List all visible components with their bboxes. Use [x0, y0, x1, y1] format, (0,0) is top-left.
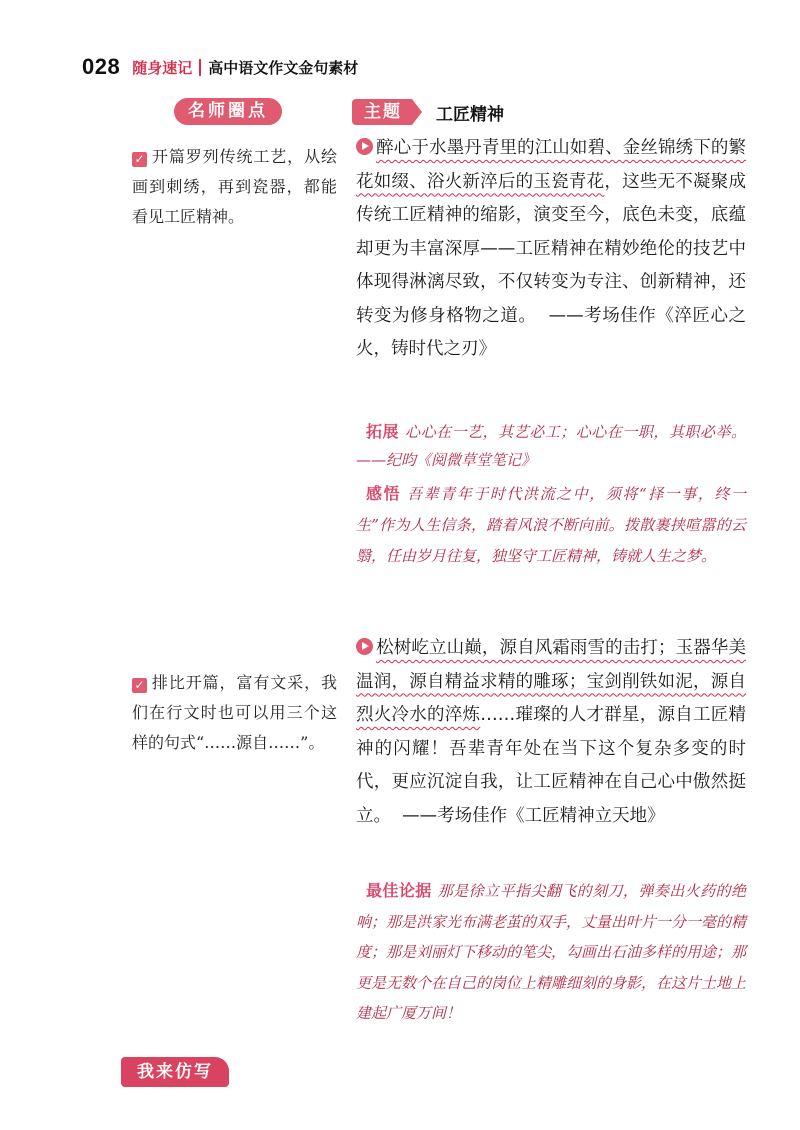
- best-evidence-label: 最佳论据: [366, 881, 432, 900]
- passage-1: [356, 132, 746, 367]
- passage-1-body: ，这些无不凝聚成传统工匠精神的缩影，演变至今，底色未变，底蕴却更为丰富深厚——工匠精神在精妙绝伦的技艺中体现得淋漓尽致，不仅转变为专注、创新精神，还转变为修身格物之道。: [356, 171, 747, 326]
- series-name: 随身速记: [132, 58, 193, 77]
- passage-1-source: ——考场佳作《淬匠心之火，铸时代之刃》: [356, 305, 747, 359]
- checkmark-icon: ✓: [132, 152, 147, 167]
- reflection-text: 吾辈青年于时代洪流之中，须将“择一事，终一生”作为人生信条，踏着风浪不断向前。拨散裹挟喧嚣的云翳，任由岁月往复，独坚守工匠精神，铸就人生之梦。: [356, 485, 746, 565]
- passage-2-source: ——考场佳作《工匠精神立天地》: [402, 805, 665, 826]
- book-title: 高中语文作文金句素材: [208, 58, 359, 77]
- page-header: [82, 52, 358, 82]
- best-evidence-text: 那是徐立平指尖翻飞的刻刀，弹奏出火药的绝响；那是洪家光布满老茧的双手，丈量出叶片一分一毫的精度；那是刘丽灯下移动的笔尖，勾画出石油多样的用途；那更是无数个在自己的岗位上精雕细刻的身影，在这片土地上建起广厦万间！: [356, 882, 747, 1022]
- teacher-notes-tag: 名师圈点: [174, 98, 282, 125]
- best-evidence-note: [356, 876, 746, 1029]
- sidebar-note-text: 排比开篇，富有文采，我们在行文时也可以用三个这样的句式“……源自……”。: [132, 673, 337, 752]
- extension-text: 心心在一艺，其艺必工；心心在一职，其职必举。——纪昀《阅微草堂笔记》: [356, 423, 746, 469]
- imitation-writing-tag: 我来仿写: [121, 1057, 229, 1087]
- play-bullet-icon: [356, 138, 373, 155]
- extension-label: 拓展: [366, 422, 400, 441]
- topic-title: 工匠精神: [436, 104, 504, 125]
- topic-arrow-icon: [412, 99, 422, 125]
- sidebar-note-1: [132, 142, 337, 232]
- topic-tag: 主题: [352, 99, 412, 125]
- passage-2-body: ……璀璨的人才群星，源自工匠精神的闪耀！吾辈青年处在当下这个复杂多变的时代，更应沉淀自我，让工匠精神在自己心中傲然挺立。: [356, 705, 746, 826]
- header-divider: [199, 59, 201, 76]
- sidebar-note-2: [132, 668, 337, 758]
- reflection-label: 感悟: [366, 484, 402, 503]
- sidebar-note-text: 开篇罗列传统工艺，从绘画到刺绣，再到瓷器，都能看见工匠精神。: [132, 147, 337, 226]
- reflection-note: [356, 478, 746, 572]
- play-bullet-icon: [356, 638, 373, 655]
- passage-2-underlined: 松树屹立山巅，源自风霜雨雪的击打；玉器华美温润，源自精益求精的雕琢；宝剑削铁如泥，源自烈火冷水的淬炼: [356, 638, 746, 725]
- checkmark-icon: ✓: [132, 678, 147, 693]
- topic-header: [352, 97, 504, 127]
- extension-note: [356, 418, 746, 474]
- page-number: 028: [82, 54, 121, 79]
- passage-2: [356, 632, 746, 833]
- passage-1-underlined: 醉心于水墨丹青里的江山如碧、金丝锦绣下的繁花如缀、浴火新淬后的玉瓷青花: [356, 138, 746, 192]
